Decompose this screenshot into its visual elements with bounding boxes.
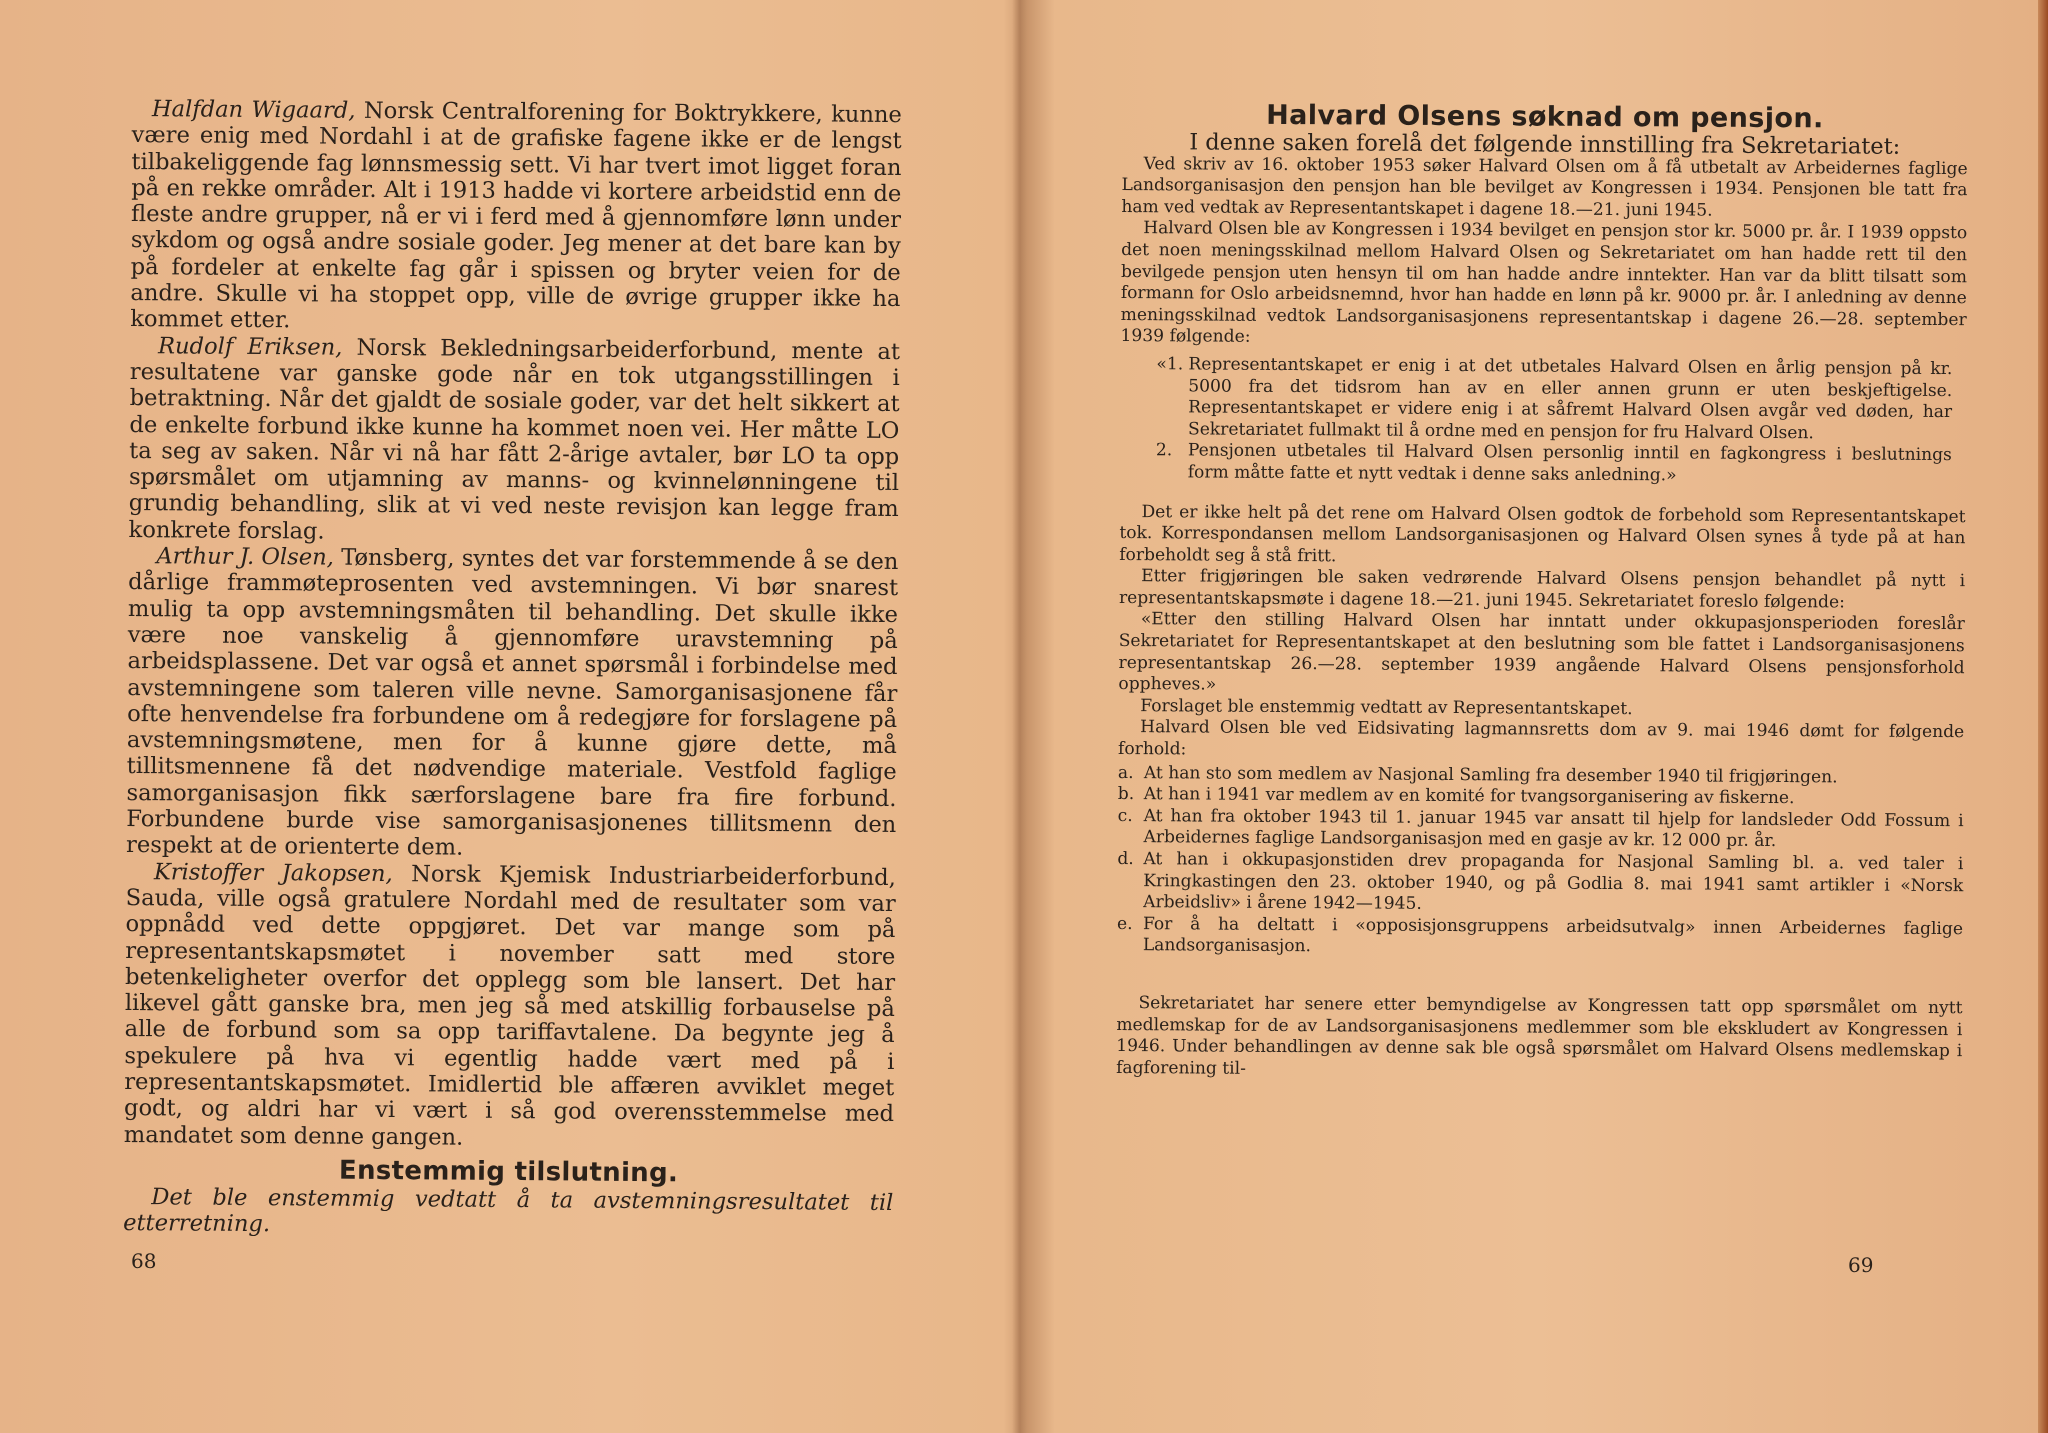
page-number: 69 [1848,1253,1874,1277]
list-letter: b. [1117,784,1135,805]
body-paragraph: Etter frigjøringen ble saken vedrørende Halvard Olsens pensjon behandlet på nytt i representantskapsmøte i dagene 18.—21. juni 1945. Sekretariatet foreslo følgende: [1118,566,1966,613]
body-paragraph: Halvard Olsen ble av Kongressen i 1934 bevilget en pensjon stor kr. 5000 pr. år. I 1939 oppsto det noen meningsskilnad mellom Halvard Olsen og Sekretariatet om han hadde rett til den bevilgede pensjon uten hensyn til om han hadde andre inntekter. Han var da blitt tilsatt som formann for Oslo arbeidsnemnd, hvor han hadde en lønn på kr. 9000 pr. år. I anledning av denne meningsskilnad vedtok Landsorganisasjonens representantskap i dagene 26.—28. september 1939 følgende: [1120,218,1968,348]
body-paragraph: Ved skriv av 16. oktober 1953 søker Halvard Olsen om å få utbetalt av Arbeidernes faglige Landsorganisasjon den pensjon han ble bevilget av Kongressen i 1934. Pensjonen ble tatt fra ham ved vedtak av Representantskapet i dagene 18.—21. juni 1945. [1121,153,1968,221]
list-text: At han i okkupasjonstiden drev propaganda for Nasjonal Samling bl. a. ved taler i Kringkastingen den 23. oktober 1940, og på Godlia 8. mai 1941 samt artikler i «Norsk Arbeidsliv» i årene 1942—1945. [1143,849,1964,915]
list-text: At han i 1941 var medlem av en komité for tvangsorganisering av fiskerne. [1143,784,1795,809]
list-text: At han sto som medlem av Nasjonal Samling fra desember 1940 til frigjøringen. [1143,762,1838,788]
list-item [1117,914,1963,962]
list-text: At han fra oktober 1943 til 1. januar 1945 var ansatt til hjelp for landsleder Odd Fossum i Arbeidernes faglige Landsorganisasjon med en gasje av kr. 12 000 pr. år. [1143,805,1964,852]
right-page-text [1116,99,1968,1084]
speaker-name: Kristoffer Jakopsen, [153,858,393,887]
page-title: Halvard Olsens søknad om pensjon. [1266,99,1824,135]
intro-line: I denne saken forelå det følgende innstilling fra Sekretariatet: [1189,129,1901,160]
speech-paragraph [130,96,902,339]
speech-paragraph [126,543,898,865]
list-item [1120,440,1952,488]
speaker-name: Arthur J. Olsen, [156,543,335,571]
speech-text: Norsk Bekledningsarbeiderforbund, mente at resultatene var ganske gode når en tok utgangsstillingen i betraktning. Når det gjaldt de sosiale goder, var det helt sikkert at de enkelte forbund ikke kunne ha kommet noen vei. Her måtte LO ta seg av saken. Når vi nå har fått 2-årige avtaler, bør LO ta opp spørsmålet om utjamning av manns- og kvinnelønningene til grundig behandling, slik at vi ved neste revisjon kan legge fram konkrete forslag. [128,334,901,545]
body-paragraph: Sekretariatet har senere etter bemyndigelse av Kongressen tatt opp spørsmålet om nytt medlemskap for de av Landsorganisasjonens medlemmer som ble ekskludert av Kongressen i 1946. Under behandlingen av denne sak ble også spørsmålet om Halvard Olsens medlemskap i fagforening til- [1116,993,1963,1079]
resolution-text: Det ble enstemmig vedtatt å ta avstemningsresultatet til etterretning. [123,1184,894,1238]
left-page [0,0,1010,1433]
speech-paragraph [124,859,896,1154]
body-paragraph: Halvard Olsen ble ved Eidsivating lagmannsretts dom av 9. mai 1946 dømt for følgende forhold: [1117,717,1965,760]
book-edge [2038,0,2048,1433]
charges-list [1117,763,1964,963]
list-letter: a. [1117,762,1134,783]
speech-text: Tønsberg, syntes det var forstemmende å se den dårlige frammøteprosenten ved avstemningen. Vi bør snarest mulig ta opp avstemningsmåten til behandling. Det skulle ikke være noe vanskelig å gjennomføre uravstemning på arbeidsplassene. Det var også et annet spørsmål i forbindelse med avstemningene som taleren ville nevne. Samorganisasjonene får ofte henvendelse fra forbundene om å redegjøre for forslagene på avstemningsmøtene, men for å kunne gjøre dette, må tillitsmennene få det nødvendige materiale. Vestfold faglige samorganisasjon fikk særforslagene bare fra fire forbund. Forbundene burde vise samorganisasjonenes tillitsmenn den respekt at de orienterte dem. [126,544,899,861]
list-item [1117,806,1963,854]
list-number: 2. [1155,440,1173,461]
list-text: Representantskapet er enig i at det utbetales Halvard Olsen en årlig pensjon på kr. 5000 fra det tidsrom han av en eller annen grunn er uten beskjeftigelse. Representantskapet er videre enig i at såfremt Halvard Olsen avgår ved døden, har Sekretariatet fullmakt til å ordne med en pensjon for fru Halvard Olsen. [1187,354,1953,443]
body-paragraph: Det er ikke helt på det rene om Halvard Olsen godtok de forbehold som Representantskapet tok. Korrespondansen mellom Landsorganisasjonen og Halvard Olsen synes å tyde på at han forbeholdt seg å stå fritt. [1119,501,1966,567]
list-text: For å ha deltatt i «opposisjonsgruppens arbeidsutvalg» innen Arbeidernes faglige Landsorganisasjon. [1142,913,1964,957]
speech-paragraph [128,333,900,549]
section-heading: Enstemmig tilslutning. [338,1155,679,1189]
list-letter: c. [1117,805,1133,826]
speech-text: Norsk Centralforening for Boktrykkere, kunne være enig med Nordahl i at de grafiske fagene ikke er de lengst tilbakeliggende fag lønnsmessig sett. Vi har tvert imot ligget foran på en rekke områder. Alt i 1913 hadde vi kortere arbeidstid enn de fleste andre grupper, nå er vi i ferd med å gjennomføre lønn under sykdom og også andre sosiale goder. Jeg mener at det bare kan by på fordeler at enkelte fag går i spissen og bryter veien for de andre. Skulle vi ha stoppet opp, ville de øvrige grupper ikke ha kommet etter. [130,97,902,334]
left-page-text [123,96,902,1243]
resolution-list [1120,354,1967,489]
list-number: «1. [1156,354,1184,375]
speech-text: Norsk Kjemisk Industriarbeiderforbund, Sauda, ville også gratulere Nordahl med de resultater som var oppnådd ved dette oppgjøret. Det var mange som på representantskapsmøtet i november satt med store betenkeligheter overfor det opplegg som ble lansert. Det har likevel gått ganske bra, men jeg så med atskillig forbauselse på alle de forbund som sa opp tariffavtalene. Da begynte jeg å spekulere på hva vi egentlig hadde vært med på i representantskapsmøtet. Imidlertid ble affæren avviklet meget godt, og aldri har vi vært i så god overensstemmelse med mandatet som denne gangen. [123,860,896,1151]
page-number: 68 [131,1249,157,1273]
list-text: Pensjonen utbetales til Halvard Olsen personlig inntil en fagkongress i beslutnings form måtte fatte et nytt vedtak i denne saks anledning.» [1187,440,1952,486]
list-item [1120,354,1953,445]
list-letter: e. [1116,913,1133,934]
book-gutter [1012,0,1028,1433]
quoted-proposal: «Etter den stilling Halvard Olsen har inntatt under okkupasjonsperioden foreslår Sekretariatet for Representantskapet at den beslutning som ble fattet i Landsorganisasjonens representantskap 26.—28. september 1939 angående Halvard Olsens pensjonsforhold oppheves.» [1118,609,1965,695]
list-item [1117,849,1963,919]
body-paragraph: Forslaget ble enstemmig vedtatt av Representantskapet. [1140,695,1633,719]
speaker-name: Halfdan Wigaard, [151,96,356,124]
speaker-name: Rudolf Eriksen, [157,332,343,361]
list-letter: d. [1117,848,1134,870]
right-page [1030,0,2030,1433]
